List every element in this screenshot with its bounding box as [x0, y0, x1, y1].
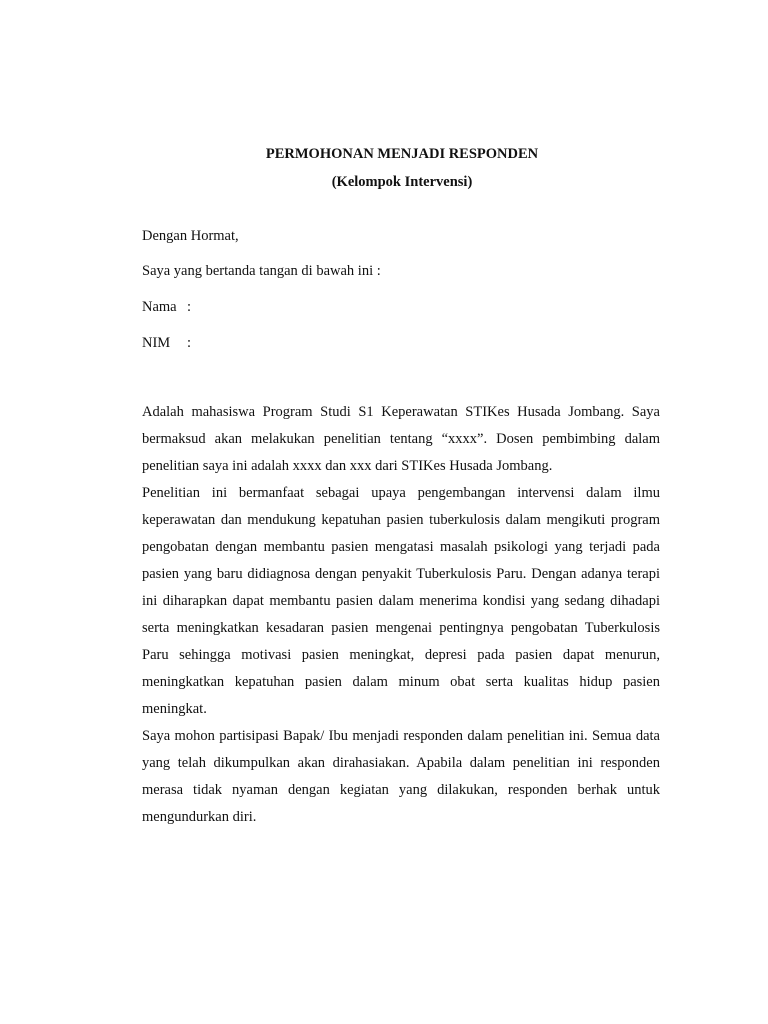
- nim-colon: :: [187, 335, 192, 351]
- body-text: [142, 399, 660, 831]
- document-subtitle: (Kelompok Intervensi): [331, 174, 473, 190]
- nim-label: NIM: [142, 335, 171, 351]
- paragraph-2: Penelitian ini bermanfaat sebagai upaya pengembangan intervensi dalam ilmu keperawatan dan mendukung kepatuhan pasien tuberkulosis dalam mengikuti program pengobatan dengan membantu pasien mengatasi masalah psikologi yang terjadi pada pasien yang baru didiagnosa dengan penyakit Tuberkulosis Paru. Dengan adanya terapi ini diharapkan dapat membantu pasien dalam menerima kondisi yang sedang dihadapi serta meningkatkan kesadaran pasien mengenai pentingnya pengobatan Tuberkulosis Paru sehingga motivasi pasien meningkat, depresi pada pasien dapat menurun, meningkatkan kepatuhan pasien dalam minum obat serta kualitas hidup pasien meningkat.: [142, 485, 660, 717]
- nama-colon: :: [187, 299, 192, 315]
- nama-field: [142, 299, 191, 316]
- paragraph-3: Saya mohon partisipasi Bapak/ Ibu menjadi responden dalam penelitian ini. Semua data yang telah dikumpulkan akan dirahasiakan. Apabila dalam penelitian ini responden merasa tidak nyaman dengan kegiatan yang dilakukan, responden berhak untuk mengundurkan diri.: [142, 728, 660, 825]
- greeting-text: Dengan Hormat,: [142, 228, 239, 244]
- document-title: PERMOHONAN MENJADI RESPONDEN: [265, 146, 539, 162]
- paragraph-1: Adalah mahasiswa Program Studi S1 Keperawatan STIKes Husada Jombang. Saya bermaksud akan melakukan penelitian tentang “xxxx”. Dosen pembimbing dalam penelitian saya ini adalah xxxx dan xxx dari STIKes Husada Jombang.: [142, 404, 660, 474]
- intro-text: Saya yang bertanda tangan di bawah ini :: [142, 263, 381, 279]
- nama-label: Nama: [142, 299, 177, 315]
- nim-field: [142, 335, 191, 352]
